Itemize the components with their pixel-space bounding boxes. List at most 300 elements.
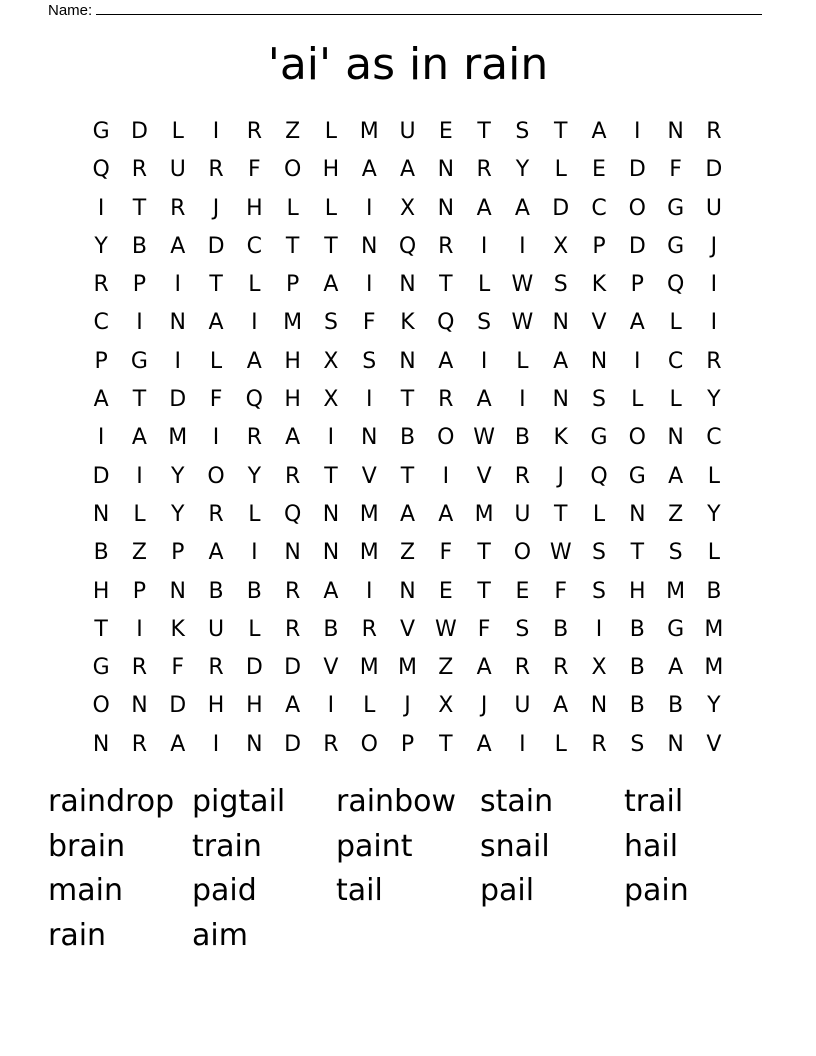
grid-cell: L	[631, 387, 644, 413]
grid-cell: N	[322, 501, 340, 527]
grid-cell: N	[92, 731, 110, 757]
grid-cell: H	[207, 693, 225, 719]
grid-cell: X	[553, 233, 569, 259]
word-list-item: rainbow	[336, 784, 456, 819]
grid-cell: R	[208, 157, 224, 183]
word-list	[48, 782, 778, 960]
grid-row	[82, 687, 733, 725]
grid-cell: I	[442, 463, 450, 489]
grid-cell: Q	[283, 501, 302, 527]
grid-cell: L	[554, 157, 567, 183]
grid-cell: F	[171, 655, 185, 681]
grid-cell: T	[94, 616, 108, 642]
grid-cell: M	[359, 540, 379, 566]
grid-cell: L	[209, 348, 223, 374]
grid-cell: T	[477, 119, 491, 144]
grid-cell: C	[591, 195, 607, 221]
grid-cell: S	[592, 540, 606, 566]
grid-cell: V	[323, 655, 339, 681]
grid-cell: I	[251, 540, 258, 566]
grid-cell: S	[630, 731, 645, 757]
grid-cell: F	[554, 578, 568, 604]
grid-cell: A	[591, 119, 607, 144]
grid-cell: L	[133, 501, 146, 527]
grid-cell: N	[360, 233, 378, 259]
grid-cell: M	[666, 578, 686, 604]
grid-cell: A	[399, 157, 416, 183]
grid-cell: I	[174, 272, 181, 298]
grid-cell: N	[667, 119, 684, 144]
grid-cell: A	[668, 463, 684, 489]
grid-cell: K	[400, 310, 415, 336]
grid-cell: F	[477, 616, 491, 642]
grid-cell: P	[630, 272, 644, 298]
grid-cell: Y	[171, 463, 185, 489]
grid-cell: E	[515, 578, 530, 604]
grid-cell: K	[170, 616, 185, 642]
grid-cell: R	[131, 157, 148, 183]
grid-cell: Y	[247, 463, 262, 489]
grid-cell: O	[513, 540, 532, 566]
grid-cell: A	[285, 425, 301, 451]
grid-cell: S	[553, 272, 568, 298]
grid-cell: R	[514, 655, 531, 681]
grid-cell: M	[359, 119, 379, 144]
grid-cell: W	[511, 272, 534, 298]
grid-cell: O	[207, 463, 225, 489]
grid-cell: L	[516, 348, 529, 374]
grid-cell: K	[591, 272, 607, 298]
word-list-item: raindrop	[48, 784, 175, 819]
grid-cell: I	[365, 578, 373, 604]
grid-cell: A	[246, 348, 262, 374]
grid-cell: P	[400, 731, 415, 757]
grid-cell: Q	[666, 272, 685, 298]
grid-cell: B	[629, 616, 645, 642]
grid-cell: B	[668, 693, 684, 719]
grid-row	[82, 458, 733, 496]
grid-cell: T	[132, 195, 147, 221]
grid-cell: H	[284, 348, 301, 374]
grid-cell: L	[286, 195, 299, 221]
grid-cell: D	[169, 693, 187, 719]
grid-cell: C	[246, 233, 263, 259]
grid-cell: T	[209, 272, 223, 298]
grid-cell: R	[514, 463, 531, 489]
grid-cell: I	[136, 463, 143, 489]
grid-cell: R	[323, 731, 339, 757]
grid-cell: A	[131, 425, 147, 451]
grid-cell: R	[553, 655, 569, 681]
word-list-item: brain	[48, 828, 126, 864]
grid-cell: L	[592, 501, 606, 527]
grid-row	[82, 649, 733, 687]
grid-cell: S	[668, 540, 683, 566]
grid-cell: S	[592, 578, 606, 604]
grid-cell: U	[169, 157, 186, 183]
grid-cell: I	[174, 348, 181, 374]
grid-cell: W	[434, 616, 457, 642]
grid-cell: J	[710, 233, 718, 259]
grid-cell: G	[667, 233, 685, 259]
grid-cell: N	[437, 157, 455, 183]
grid-cell: Z	[668, 501, 684, 527]
grid-cell: J	[212, 195, 220, 221]
grid-cell: Q	[437, 310, 455, 336]
grid-cell: G	[628, 463, 646, 489]
grid-cell: E	[592, 157, 606, 183]
grid-cell: L	[171, 119, 184, 144]
grid-cell: R	[706, 348, 722, 374]
grid-cell: A	[361, 157, 377, 183]
grid-row	[82, 304, 733, 342]
grid-cell: B	[246, 578, 262, 604]
grid-cell: B	[629, 693, 645, 719]
grid-cell: M	[359, 655, 379, 681]
grid-cell: G	[590, 425, 608, 451]
grid-cell: B	[706, 578, 722, 604]
grid-cell: Q	[398, 233, 417, 259]
grid-cell: N	[284, 540, 301, 566]
grid-cell: A	[323, 272, 339, 298]
grid-cell: K	[553, 425, 568, 451]
grid-cell: D	[705, 157, 723, 183]
grid-cell: R	[706, 119, 722, 144]
grid-cell: N	[552, 310, 569, 336]
word-list-item: main	[48, 873, 123, 908]
grid-cell: F	[669, 157, 682, 183]
grid-cell: I	[710, 272, 718, 298]
grid-cell: Y	[171, 501, 185, 527]
grid-cell: I	[634, 119, 641, 144]
grid-cell: N	[437, 195, 455, 221]
grid-cell: A	[514, 195, 530, 221]
grid-cell: A	[629, 310, 645, 336]
grid-cell: Q	[590, 463, 608, 489]
grid-cell: I	[212, 425, 220, 451]
grid-cell: B	[323, 616, 339, 642]
grid-cell: H	[246, 693, 263, 719]
grid-cell: I	[136, 616, 143, 642]
grid-cell: M	[168, 425, 188, 451]
grid-cell: O	[628, 425, 646, 451]
grid-cell: A	[476, 655, 492, 681]
word-list-item: stain	[480, 784, 554, 819]
grid-cell: W	[549, 540, 572, 566]
grid-row	[82, 266, 733, 304]
grid-cell: A	[208, 540, 224, 566]
grid-cell: C	[667, 348, 684, 374]
grid-cell: R	[93, 272, 109, 298]
name-label: Name:	[48, 2, 93, 19]
grid-row	[82, 113, 733, 151]
grid-cell: A	[438, 501, 454, 527]
grid-cell: A	[476, 731, 492, 757]
grid-cell: M	[704, 655, 724, 681]
grid-cell: E	[438, 578, 453, 604]
grid-cell: V	[361, 463, 377, 489]
grid-cell: A	[170, 731, 186, 757]
word-list-item: paint	[336, 828, 413, 864]
word-list-item: aim	[192, 917, 248, 953]
grid-cell: N	[667, 731, 684, 757]
grid-cell: V	[706, 731, 722, 757]
grid-cell: G	[667, 616, 685, 642]
grid-cell: L	[554, 731, 567, 757]
grid-row	[82, 419, 733, 457]
grid-cell: J	[404, 693, 411, 719]
grid-cell: X	[323, 348, 339, 374]
grid-cell: R	[438, 233, 454, 259]
grid-cell: A	[438, 348, 454, 374]
grid-cell: B	[131, 233, 147, 259]
grid-cell: T	[285, 233, 300, 259]
grid-cell: X	[399, 195, 416, 221]
grid-cell: D	[628, 157, 646, 183]
grid-cell: P	[592, 233, 606, 259]
grid-cell: N	[667, 425, 684, 451]
grid-cell: L	[477, 272, 491, 298]
grid-row	[82, 611, 733, 649]
grid-cell: U	[514, 693, 531, 719]
grid-cell: T	[400, 463, 415, 489]
grid-cell: A	[285, 693, 301, 719]
grid-cell: C	[706, 425, 722, 451]
grid-cell: I	[365, 387, 373, 413]
grid-cell: L	[363, 693, 376, 719]
grid-cell: R	[284, 463, 301, 489]
grid-cell: V	[591, 310, 607, 336]
grid-cell: I	[710, 310, 718, 336]
grid-cell: L	[707, 463, 721, 489]
grid-cell: N	[590, 348, 608, 374]
grid-row	[82, 190, 733, 228]
word-list-item: rain	[48, 917, 107, 953]
grid-cell: U	[207, 616, 225, 642]
grid-cell: I	[519, 387, 526, 413]
grid-cell: B	[399, 425, 416, 451]
grid-cell: R	[131, 731, 148, 757]
grid-cell: G	[92, 119, 110, 144]
grid-cell: P	[94, 348, 108, 374]
word-list-item: paid	[192, 873, 257, 908]
grid-cell: R	[361, 616, 377, 642]
grid-cell: S	[592, 387, 606, 413]
grid-cell: P	[285, 272, 300, 298]
grid-cell: T	[324, 233, 338, 259]
grid-cell: I	[327, 425, 335, 451]
grid-cell: R	[170, 195, 186, 221]
grid-cell: R	[131, 655, 148, 681]
grid-cell: L	[324, 195, 338, 221]
grid-cell: V	[476, 463, 492, 489]
grid-cell: A	[476, 387, 492, 413]
grid-cell: D	[284, 731, 302, 757]
grid-cell: T	[477, 540, 491, 566]
grid-cell: N	[92, 501, 110, 527]
grid-row	[82, 534, 733, 572]
grid-cell: G	[92, 655, 110, 681]
grid-cell: M	[359, 501, 379, 527]
grid-cell: N	[399, 578, 416, 604]
grid-cell: A	[668, 655, 684, 681]
grid-cell: T	[400, 387, 415, 413]
grid-cell: T	[324, 463, 338, 489]
grid-cell: N	[246, 731, 263, 757]
grid-cell: L	[707, 540, 721, 566]
grid-cell: M	[474, 501, 494, 527]
grid-cell: B	[514, 425, 530, 451]
grid-cell: Y	[707, 501, 721, 527]
grid-cell: L	[669, 310, 682, 336]
grid-cell: I	[97, 195, 105, 221]
grid-cell: W	[511, 310, 534, 336]
grid-cell: Z	[399, 540, 416, 566]
grid-cell: A	[170, 233, 186, 259]
grid-cell: S	[515, 119, 530, 144]
grid-cell: I	[212, 119, 220, 144]
page-title: 'ai' as in rain	[267, 39, 549, 90]
grid-cell: T	[553, 119, 568, 144]
grid-cell: O	[437, 425, 455, 451]
grid-cell: D	[130, 119, 148, 144]
grid-cell: P	[132, 578, 147, 604]
grid-cell: R	[284, 616, 301, 642]
grid-cell: N	[131, 693, 148, 719]
grid-cell: R	[246, 425, 262, 451]
grid-cell: N	[169, 578, 186, 604]
grid-cell: Y	[707, 387, 721, 413]
word-list-item: train	[192, 828, 262, 864]
grid-row	[82, 151, 733, 189]
word-list-item: pain	[624, 873, 689, 908]
grid-cell: I	[365, 195, 373, 221]
grid-cell: U	[705, 195, 722, 221]
grid-cell: N	[629, 501, 646, 527]
grid-cell: A	[476, 195, 492, 221]
grid-cell: D	[207, 233, 225, 259]
grid-cell: N	[322, 540, 340, 566]
grid-cell: D	[284, 655, 302, 681]
grid-cell: L	[248, 272, 261, 298]
grid-cell: D	[92, 463, 110, 489]
grid-cell: R	[438, 387, 454, 413]
grid-cell: Z	[438, 655, 454, 681]
grid-cell: N	[590, 693, 608, 719]
name-underline	[96, 0, 762, 15]
grid-cell: G	[130, 348, 148, 374]
grid-cell: B	[93, 540, 109, 566]
word-list-item: tail	[336, 873, 383, 908]
grid-cell: I	[212, 731, 220, 757]
grid-cell: S	[323, 310, 338, 336]
word-list-item: pail	[480, 873, 535, 908]
grid-cell: T	[553, 501, 568, 527]
grid-row	[82, 228, 733, 266]
grid-cell: U	[399, 119, 416, 144]
grid-cell: L	[248, 616, 261, 642]
grid-row	[82, 573, 733, 611]
grid-cell: M	[398, 655, 418, 681]
grid-cell: R	[284, 578, 301, 604]
grid-cell: F	[439, 540, 453, 566]
grid-cell: Y	[94, 233, 108, 259]
grid-cell: U	[514, 501, 531, 527]
grid-cell: D	[552, 195, 570, 221]
grid-cell: D	[628, 233, 646, 259]
grid-cell: G	[667, 195, 685, 221]
grid-cell: Q	[92, 157, 110, 183]
grid-cell: F	[209, 387, 223, 413]
grid-cell: N	[169, 310, 186, 336]
grid-cell: S	[515, 616, 530, 642]
grid-cell: I	[480, 348, 488, 374]
grid-cell: I	[251, 310, 258, 336]
grid-cell: B	[208, 578, 224, 604]
grid-cell: Y	[707, 693, 721, 719]
grid-cell: B	[553, 616, 569, 642]
grid-cell: T	[439, 272, 453, 298]
grid-cell: C	[93, 310, 109, 336]
grid-cell: E	[438, 119, 453, 144]
grid-row	[82, 726, 733, 764]
grid-cell: I	[480, 233, 488, 259]
grid-cell: D	[169, 387, 187, 413]
letter-grid	[82, 113, 733, 764]
grid-cell: L	[248, 501, 261, 527]
grid-cell: W	[473, 425, 495, 451]
grid-cell: T	[477, 578, 491, 604]
grid-cell: X	[438, 693, 454, 719]
name-field	[48, 0, 762, 20]
grid-cell: I	[634, 348, 641, 374]
grid-cell: X	[323, 387, 339, 413]
grid-cell: N	[399, 348, 416, 374]
grid-row	[82, 343, 733, 381]
grid-cell: O	[92, 693, 110, 719]
grid-cell: S	[477, 310, 492, 336]
grid-cell: Z	[285, 119, 301, 144]
grid-cell: L	[324, 119, 338, 144]
grid-cell: I	[327, 693, 335, 719]
grid-cell: A	[208, 310, 224, 336]
grid-cell: P	[171, 540, 185, 566]
word-list-item: hail	[624, 828, 679, 864]
grid-cell: Z	[131, 540, 147, 566]
grid-cell: V	[399, 616, 416, 642]
grid-cell: H	[246, 195, 263, 221]
grid-cell: L	[669, 387, 682, 413]
grid-cell: N	[399, 272, 416, 298]
word-list-item: snail	[480, 828, 550, 864]
grid-cell: T	[630, 540, 645, 566]
grid-cell: A	[323, 578, 339, 604]
grid-cell: S	[362, 348, 377, 374]
grid-cell: Y	[515, 157, 530, 183]
grid-cell: Q	[245, 387, 263, 413]
grid-cell: T	[132, 387, 147, 413]
grid-cell: I	[519, 731, 526, 757]
grid-cell: X	[591, 655, 607, 681]
grid-cell: D	[245, 655, 263, 681]
grid-cell: H	[629, 578, 646, 604]
grid-cell: H	[322, 157, 340, 183]
grid-cell: O	[628, 195, 646, 221]
grid-cell: A	[553, 348, 569, 374]
grid-cell: J	[480, 693, 488, 719]
grid-cell: R	[246, 119, 262, 144]
word-list-item: pigtail	[192, 784, 286, 819]
